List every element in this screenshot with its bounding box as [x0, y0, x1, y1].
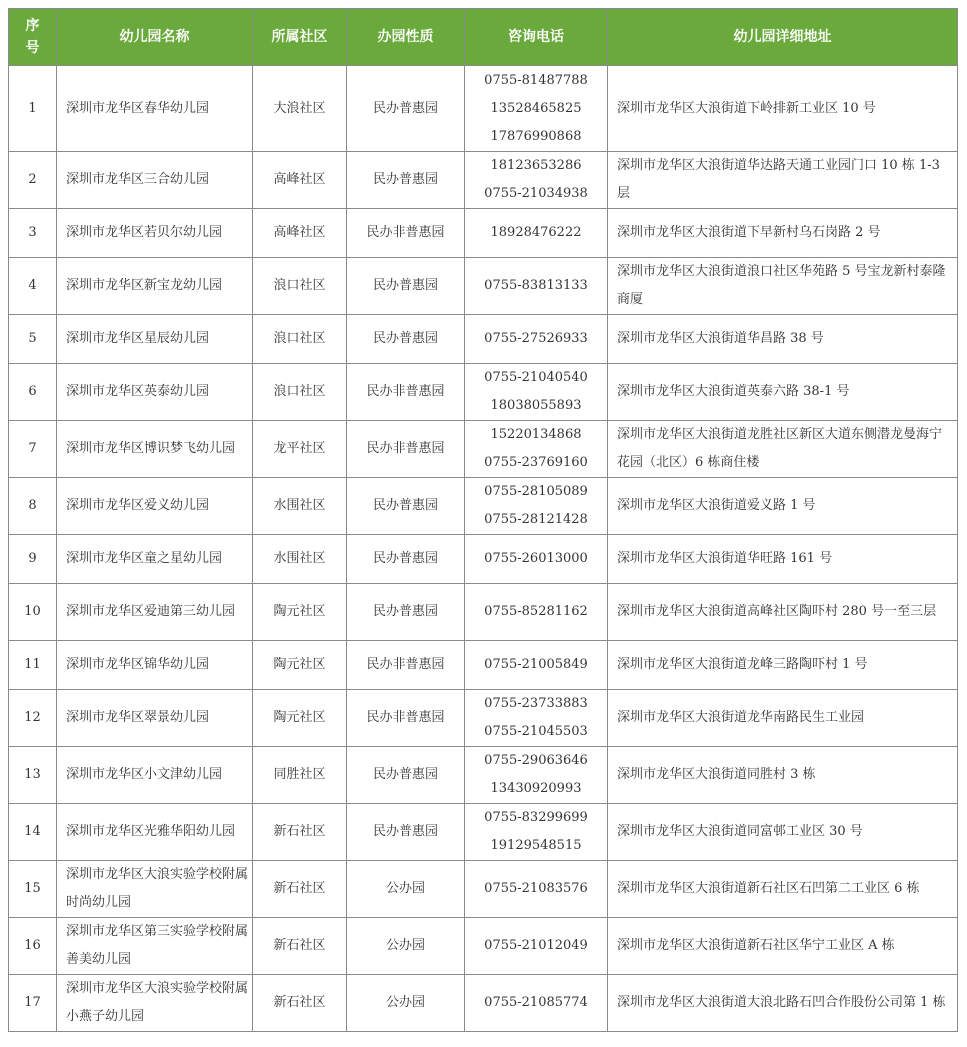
phone-number: 0755-83299699	[484, 810, 588, 825]
kindergarten-name: 深圳市龙华区新宝龙幼儿园	[57, 258, 253, 315]
phone-cell	[465, 641, 608, 690]
phone-cell	[465, 747, 608, 804]
phone-cell	[465, 690, 608, 747]
phone-number: 0755-21083576	[484, 881, 588, 896]
table-row	[9, 918, 958, 975]
phone-number: 0755-21005849	[484, 657, 588, 672]
kindergarten-name: 深圳市龙华区博识梦飞幼儿园	[57, 421, 253, 478]
row-seq: 11	[9, 641, 57, 690]
row-seq: 16	[9, 918, 57, 975]
table-row	[9, 315, 958, 364]
row-seq: 14	[9, 804, 57, 861]
address: 深圳市龙华区大浪街道英泰六路 38-1 号	[608, 364, 958, 421]
table-row	[9, 641, 958, 690]
kindergarten-type: 民办普惠园	[347, 152, 465, 209]
community: 陶元社区	[253, 641, 347, 690]
kindergarten-table	[8, 8, 958, 1032]
community: 浪口社区	[253, 364, 347, 421]
phone-cell	[465, 152, 608, 209]
kindergarten-name: 深圳市龙华区星辰幼儿园	[57, 315, 253, 364]
row-seq: 7	[9, 421, 57, 478]
row-seq: 6	[9, 364, 57, 421]
table-row	[9, 209, 958, 258]
address: 深圳市龙华区大浪街道爱义路 1 号	[608, 478, 958, 535]
phone-cell	[465, 975, 608, 1032]
row-seq: 4	[9, 258, 57, 315]
phone-number: 0755-21012049	[484, 938, 588, 953]
phone-number: 0755-27526933	[484, 331, 588, 346]
phone-number: 13528465825	[490, 100, 582, 116]
kindergarten-type: 民办非普惠园	[347, 421, 465, 478]
table-row	[9, 804, 958, 861]
phone-cell	[465, 209, 608, 258]
table-row	[9, 364, 958, 421]
table-row	[9, 747, 958, 804]
kindergarten-name: 深圳市龙华区大浪实验学校附属时尚幼儿园	[57, 861, 253, 918]
community: 水围社区	[253, 535, 347, 584]
community: 龙平社区	[253, 421, 347, 478]
kindergarten-name: 深圳市龙华区童之星幼儿园	[57, 535, 253, 584]
kindergarten-name: 深圳市龙华区光雅华阳幼儿园	[57, 804, 253, 861]
address: 深圳市龙华区大浪街道龙峰三路陶吓村 1 号	[608, 641, 958, 690]
community: 陶元社区	[253, 584, 347, 641]
phone-cell	[465, 315, 608, 364]
address: 深圳市龙华区大浪街道高峰社区陶吓村 280 号一至三层	[608, 584, 958, 641]
phone-number: 0755-29063646	[484, 753, 588, 768]
address: 深圳市龙华区大浪街道华昌路 38 号	[608, 315, 958, 364]
kindergarten-type: 公办园	[347, 975, 465, 1032]
address: 深圳市龙华区大浪街道大浪北路石凹合作股份公司第 1 栋	[608, 975, 958, 1032]
address: 深圳市龙华区大浪街道华达路天通工业园门口 10 栋 1-3 层	[608, 152, 958, 209]
community: 水围社区	[253, 478, 347, 535]
phone-number: 0755-28105089	[484, 484, 588, 499]
kindergarten-type: 公办园	[347, 861, 465, 918]
phone-cell	[465, 535, 608, 584]
kindergarten-type: 公办园	[347, 918, 465, 975]
row-seq: 5	[9, 315, 57, 364]
phone-number: 0755-85281162	[484, 604, 588, 619]
kindergarten-type: 民办普惠园	[347, 804, 465, 861]
table-header	[9, 9, 958, 66]
kindergarten-type: 民办普惠园	[347, 258, 465, 315]
community: 同胜社区	[253, 747, 347, 804]
address: 深圳市龙华区大浪街道华旺路 161 号	[608, 535, 958, 584]
header-type: 办园性质	[347, 9, 465, 66]
table-body	[9, 66, 958, 1032]
phone-cell	[465, 918, 608, 975]
table-row	[9, 66, 958, 152]
kindergarten-name: 深圳市龙华区英泰幼儿园	[57, 364, 253, 421]
phone-cell	[465, 584, 608, 641]
kindergarten-name: 深圳市龙华区若贝尔幼儿园	[57, 209, 253, 258]
phone-number: 0755-83813133	[484, 278, 588, 293]
address: 深圳市龙华区大浪街道新石社区华宁工业区 A 栋	[608, 918, 958, 975]
table-row	[9, 152, 958, 209]
header-seq: 序号	[9, 9, 57, 66]
kindergarten-type: 民办非普惠园	[347, 209, 465, 258]
address: 深圳市龙华区大浪街道龙华南路民生工业园	[608, 690, 958, 747]
kindergarten-type: 民办普惠园	[347, 66, 465, 152]
table-row	[9, 861, 958, 918]
kindergarten-type: 民办普惠园	[347, 478, 465, 535]
kindergarten-type: 民办非普惠园	[347, 364, 465, 421]
kindergarten-name: 深圳市龙华区春华幼儿园	[57, 66, 253, 152]
row-seq: 2	[9, 152, 57, 209]
phone-cell	[465, 804, 608, 861]
community: 新石社区	[253, 975, 347, 1032]
community: 大浪社区	[253, 66, 347, 152]
phone-number: 0755-81487788	[484, 72, 588, 88]
table-row	[9, 535, 958, 584]
phone-number: 0755-23733883	[484, 696, 588, 711]
phone-number: 0755-28121428	[484, 512, 588, 527]
kindergarten-type: 民办普惠园	[347, 535, 465, 584]
row-seq: 3	[9, 209, 57, 258]
phone-number: 0755-21045503	[484, 724, 588, 739]
community: 新石社区	[253, 804, 347, 861]
phone-number: 0755-23769160	[484, 455, 588, 470]
phone-number: 17876990868	[490, 128, 582, 144]
address: 深圳市龙华区大浪街道同富邨工业区 30 号	[608, 804, 958, 861]
table-row	[9, 690, 958, 747]
header-phone: 咨询电话	[465, 9, 608, 66]
community: 浪口社区	[253, 258, 347, 315]
community: 高峰社区	[253, 209, 347, 258]
phone-number: 0755-21040540	[484, 370, 588, 385]
community: 高峰社区	[253, 152, 347, 209]
phone-number: 18038055893	[490, 398, 582, 413]
kindergarten-name: 深圳市龙华区小文津幼儿园	[57, 747, 253, 804]
table-row	[9, 584, 958, 641]
phone-cell	[465, 66, 608, 152]
phone-number: 13430920993	[490, 781, 582, 796]
phone-cell	[465, 364, 608, 421]
community: 新石社区	[253, 861, 347, 918]
address: 深圳市龙华区大浪街道浪口社区华苑路 5 号宝龙新村泰隆商厦	[608, 258, 958, 315]
phone-number: 18123653286	[490, 158, 582, 173]
kindergarten-name: 深圳市龙华区锦华幼儿园	[57, 641, 253, 690]
kindergarten-type: 民办非普惠园	[347, 690, 465, 747]
row-seq: 9	[9, 535, 57, 584]
phone-cell	[465, 861, 608, 918]
phone-number: 18928476222	[490, 225, 582, 240]
address: 深圳市龙华区大浪街道同胜村 3 栋	[608, 747, 958, 804]
header-address: 幼儿园详细地址	[608, 9, 958, 66]
row-seq: 1	[9, 66, 57, 152]
kindergarten-name: 深圳市龙华区三合幼儿园	[57, 152, 253, 209]
phone-cell	[465, 421, 608, 478]
phone-cell	[465, 478, 608, 535]
row-seq: 12	[9, 690, 57, 747]
kindergarten-name: 深圳市龙华区大浪实验学校附属小燕子幼儿园	[57, 975, 253, 1032]
kindergarten-name: 深圳市龙华区爱义幼儿园	[57, 478, 253, 535]
phone-number: 15220134868	[490, 427, 582, 442]
community: 新石社区	[253, 918, 347, 975]
phone-cell	[465, 258, 608, 315]
kindergarten-type: 民办普惠园	[347, 584, 465, 641]
kindergarten-type: 民办非普惠园	[347, 641, 465, 690]
phone-number: 0755-21034938	[484, 186, 588, 201]
header-community: 所属社区	[253, 9, 347, 66]
community: 浪口社区	[253, 315, 347, 364]
address: 深圳市龙华区大浪街道龙胜社区新区大道东侧潜龙曼海宁花园（北区）6 栋商住楼	[608, 421, 958, 478]
row-seq: 8	[9, 478, 57, 535]
header-name: 幼儿园名称	[57, 9, 253, 66]
row-seq: 15	[9, 861, 57, 918]
row-seq: 13	[9, 747, 57, 804]
phone-number: 0755-26013000	[484, 551, 588, 566]
phone-number: 19129548515	[490, 838, 582, 853]
kindergarten-type: 民办普惠园	[347, 315, 465, 364]
row-seq: 10	[9, 584, 57, 641]
kindergarten-type: 民办普惠园	[347, 747, 465, 804]
phone-number: 0755-21085774	[484, 995, 588, 1010]
table-row	[9, 478, 958, 535]
kindergarten-name: 深圳市龙华区第三实验学校附属善美幼儿园	[57, 918, 253, 975]
community: 陶元社区	[253, 690, 347, 747]
table-row	[9, 258, 958, 315]
table-row	[9, 975, 958, 1032]
address: 深圳市龙华区大浪街道新石社区石凹第二工业区 6 栋	[608, 861, 958, 918]
kindergarten-name: 深圳市龙华区翠景幼儿园	[57, 690, 253, 747]
row-seq: 17	[9, 975, 57, 1032]
table-row	[9, 421, 958, 478]
address: 深圳市龙华区大浪街道下岭排新工业区 10 号	[608, 66, 958, 152]
kindergarten-name: 深圳市龙华区爱迪第三幼儿园	[57, 584, 253, 641]
address: 深圳市龙华区大浪街道下早新村乌石岗路 2 号	[608, 209, 958, 258]
